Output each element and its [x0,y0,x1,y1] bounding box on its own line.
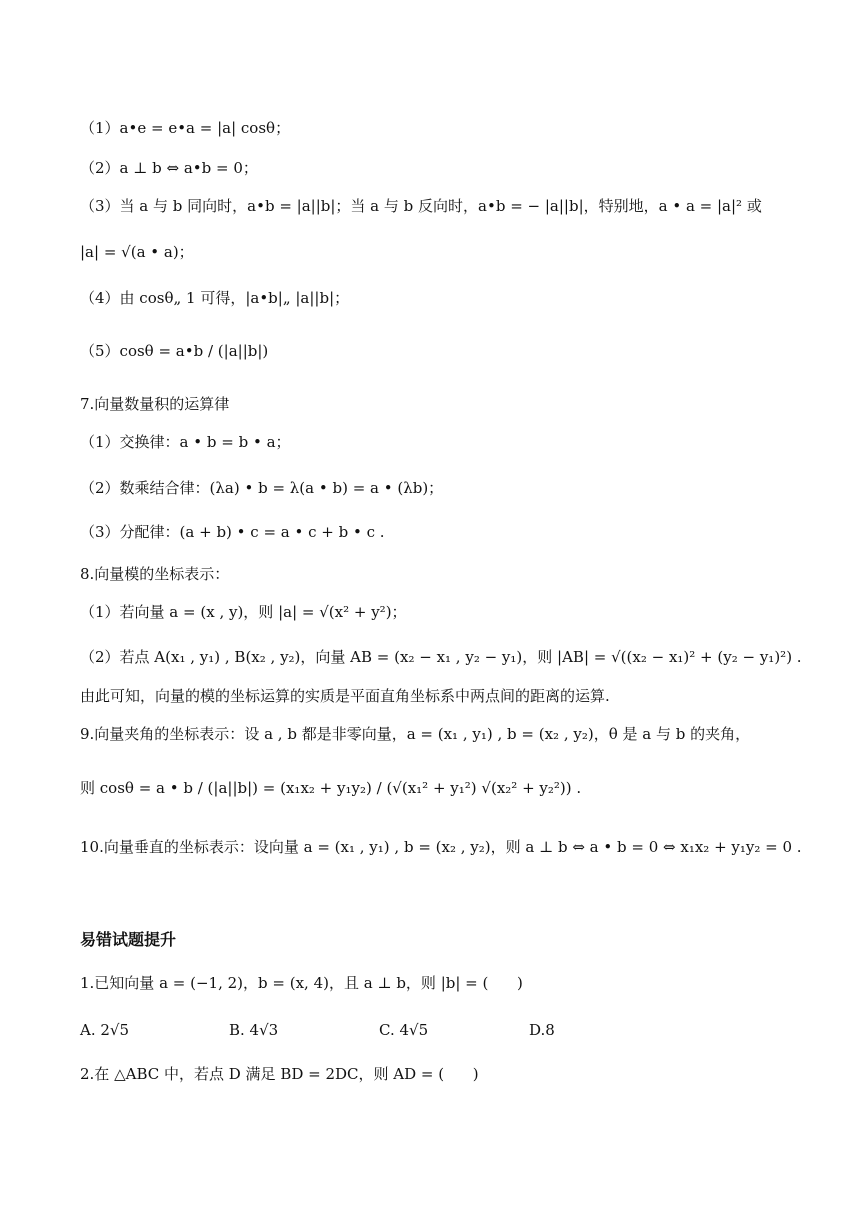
text: 9.向量夹角的坐标表示：设 a , b 都是非零向量，a = (x₁ , y₁) , b = (x₂ , y₂)，θ 是 a 与 b 的夹角， [80,725,751,743]
text: （4）由 cosθ„ 1 可得，|a•b|„ |a||b|； [80,289,350,307]
choice-d[interactable]: D.8 [529,1021,555,1039]
text: 则 cosθ = a • b / (|a||b|) = (x₁x₂ + y₁y₂) / (√(x₁² + y₁²) √(x₂² + y₂²)) . [80,779,582,797]
choice-c[interactable]: C. 4√5 [379,1021,429,1039]
text: （1）交换律：a • b = b • a； [80,433,291,451]
section-7-title [80,393,820,415]
text: 8.向量模的坐标表示： [80,565,230,583]
section-10-title [80,836,820,858]
law-scalar-associative [80,477,820,499]
question-2 [80,1063,820,1085]
property-line-1 [80,117,820,139]
law-commutative [80,431,820,453]
question-1-choices [80,1019,820,1041]
angle-formula [80,777,820,799]
text: （1）若向量 a = (x , y)，则 |a| = √(x² + y²)； [80,603,407,621]
property-line-5 [80,340,820,362]
property-line-4 [80,287,820,309]
law-distributive [80,521,820,543]
modulus-conclusion [80,685,820,707]
property-line-3-cont [80,241,820,263]
text: （3）当 a 与 b 同向时，a•b = |a||b|；当 a 与 b 反向时，a•b = − |a||b|，特别地，a • a = |a|² 或 [80,197,762,215]
text: （5）cosθ = a•b / (|a||b|) [80,342,269,360]
modulus-line-1 [80,601,820,623]
choice-a[interactable]: A. 2√5 [80,1021,130,1039]
choice-b[interactable]: B. 4√3 [229,1021,279,1039]
modulus-line-2 [80,646,820,668]
question-1 [80,972,820,994]
text: 10.向量垂直的坐标表示：设向量 a = (x₁ , y₁) , b = (x₂ , y₂)，则 a ⊥ b ⇔ a • b = 0 ⇔ x₁x₂ + y₁y₂ = 0 . [80,838,802,856]
section-heading: 易错试题提升 [80,930,177,949]
property-line-2 [80,157,820,179]
text: 7.向量数量积的运算律 [80,395,230,413]
property-line-3 [80,195,820,217]
text: （3）分配律：(a + b) • c = a • c + b • c . [80,523,385,541]
text: （2）a ⊥ b ⇔ a•b = 0； [80,159,258,177]
text: （2）数乘结合律：(λa) • b = λ(a • b) = a • (λb)； [80,479,444,497]
text: （2）若点 A(x₁ , y₁) , B(x₂ , y₂)，向量 AB = (x₂ − x₁ , y₂ − y₁)，则 |AB| = √((x₂ − x₁)² + (y₂ − y₁)²) . [80,648,802,666]
text: 1.已知向量 a = (−1, 2)，b = (x, 4)，且 a ⊥ b，则 |b| = ( ) [80,974,523,992]
section-9-title [80,723,820,745]
text: 2.在 △ABC 中，若点 D 满足 BD = 2DC，则 AD = ( ) [80,1065,479,1083]
text: （1）a•e = e•a = |a| cosθ； [80,119,291,137]
section-8-title [80,563,820,585]
text: |a| = √(a • a)； [80,243,194,261]
text: 由此可知，向量的模的坐标运算的实质是平面直角坐标系中两点间的距离的运算. [80,687,610,705]
